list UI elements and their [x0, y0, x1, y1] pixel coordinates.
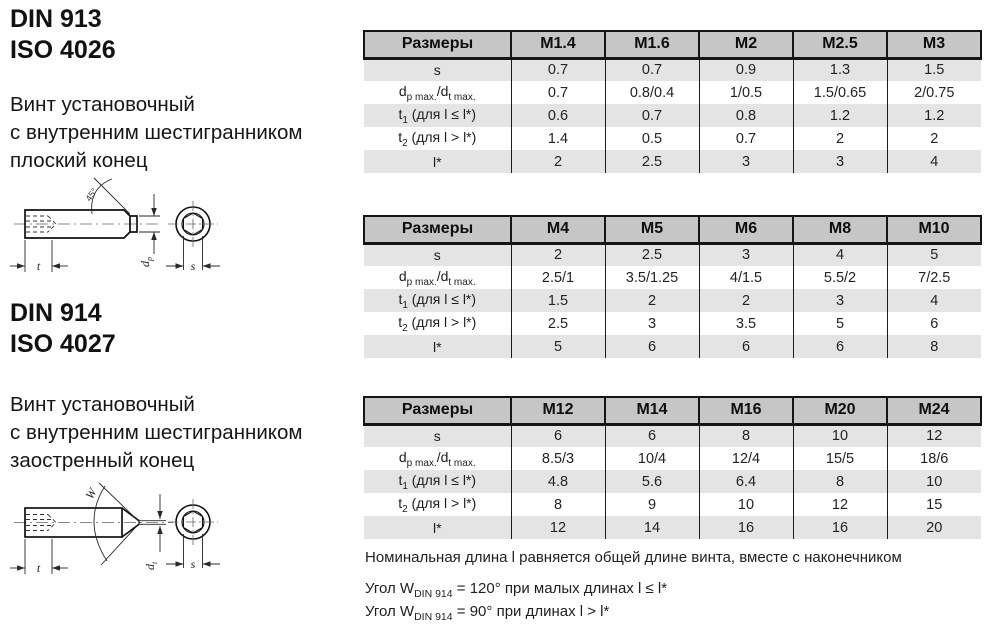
table-row [364, 104, 981, 127]
row-label: $d_{p max.}/d_{t max.}$ [364, 81, 511, 104]
value-cell: 2 [511, 243, 605, 266]
size-column-header: M20 [793, 397, 887, 424]
table-row [364, 266, 981, 289]
table-row [364, 335, 981, 358]
value-cell: 1.2 [887, 104, 981, 127]
table-row [364, 447, 981, 470]
row-label: $t_2$ (для l > l*) [364, 312, 511, 335]
row-label: l* [364, 150, 511, 173]
value-cell: 20 [887, 516, 981, 539]
tip-diameter-label: $d_p$ [138, 257, 154, 267]
description-line: Винт установочный [10, 93, 195, 116]
tip-diameter-label: $d_t$ [143, 561, 159, 570]
value-cell: 6 [605, 424, 699, 447]
value-cell: 9 [605, 493, 699, 516]
size-column-header: M24 [887, 397, 981, 424]
value-cell: 3 [793, 289, 887, 312]
table-header-row [364, 397, 981, 424]
value-cell: 0.8 [699, 104, 793, 127]
value-cell: 3 [605, 312, 699, 335]
dimension-arrows [17, 511, 211, 571]
size-column-header: M4 [511, 216, 605, 243]
description-din914 [10, 391, 303, 475]
value-cell: 0.6 [511, 104, 605, 127]
chamfer-angle-annotation [92, 178, 130, 214]
table-header-row [364, 31, 981, 58]
value-cell: 4 [887, 289, 981, 312]
value-cell: 8 [511, 493, 605, 516]
table-row [364, 424, 981, 447]
value-cell: 6 [887, 312, 981, 335]
value-cell: 10 [887, 470, 981, 493]
description-din913 [10, 91, 303, 175]
description-line: с внутренним шестигранником [10, 421, 303, 444]
value-cell: 2.5 [511, 312, 605, 335]
value-cell: 1.2 [793, 104, 887, 127]
value-cell: 2 [699, 289, 793, 312]
value-cell: 1.5/0.65 [793, 81, 887, 104]
size-column-header: M2 [699, 31, 793, 58]
value-cell: 3.5 [699, 312, 793, 335]
value-cell: 6 [793, 335, 887, 358]
value-cell: 12 [511, 516, 605, 539]
value-cell: 0.7 [605, 104, 699, 127]
table-header-row [364, 216, 981, 243]
value-cell: 3.5/1.25 [605, 266, 699, 289]
note-angle-120: Угол $W_{DIN 914} = 120^\circ$ при малых длинах l ≤ l* [365, 580, 668, 600]
value-cell: 5 [511, 335, 605, 358]
value-cell: 2.5 [605, 243, 699, 266]
right-column [363, 0, 980, 628]
row-label: s [364, 424, 511, 447]
description-line: заостренный конец [10, 449, 195, 472]
value-cell: 18/6 [887, 447, 981, 470]
value-cell: 12 [793, 493, 887, 516]
value-cell: 8.5/3 [511, 447, 605, 470]
value-cell: 2.5/1 [511, 266, 605, 289]
value-cell: 2 [793, 127, 887, 150]
table-row [364, 150, 981, 173]
value-cell: 1.5 [511, 289, 605, 312]
angle-label: W [82, 485, 100, 502]
size-column-header: M1.6 [605, 31, 699, 58]
note-angle-90: Угол $W_{DIN 914} = 90^\circ$ при длинах l > l* [365, 603, 610, 623]
table-row [364, 81, 981, 104]
size-column-header: M5 [605, 216, 699, 243]
size-column-header: M3 [887, 31, 981, 58]
standards-heading-din913 [10, 4, 116, 66]
flat-point-set-screw-drawing [8, 170, 238, 292]
table-row [364, 127, 981, 150]
value-cell: 5 [887, 243, 981, 266]
value-cell: 8 [699, 424, 793, 447]
cone-point-set-screw-drawing [8, 472, 238, 594]
value-cell: 2 [605, 289, 699, 312]
value-cell: 1/0.5 [699, 81, 793, 104]
value-cell: 10 [699, 493, 793, 516]
row-label: s [364, 58, 511, 81]
value-cell: 5.6 [605, 470, 699, 493]
value-cell: 15 [887, 493, 981, 516]
standard-din: DIN 913 [10, 5, 102, 33]
value-cell: 2 [511, 150, 605, 173]
standard-iso: ISO 4027 [10, 330, 116, 358]
size-column-header: M14 [605, 397, 699, 424]
size-column-header: M16 [699, 397, 793, 424]
value-cell: 8 [887, 335, 981, 358]
value-cell: 6 [699, 335, 793, 358]
value-cell: 6 [511, 424, 605, 447]
note-nominal-length: Номинальная длина l равняется общей длине винта, вместе с наконечником [365, 549, 902, 566]
dimensions-table-m12-m24 [363, 396, 982, 539]
size-column-header: M2.5 [793, 31, 887, 58]
value-cell: 3 [699, 243, 793, 266]
row-label: l* [364, 516, 511, 539]
description-line: плоский конец [10, 149, 148, 172]
size-column-header: M1.4 [511, 31, 605, 58]
size-column-header: M6 [699, 216, 793, 243]
value-cell: 0.7 [605, 58, 699, 81]
dimension-column-header: Размеры [364, 31, 511, 58]
value-cell: 10 [793, 424, 887, 447]
dimension-column-header: Размеры [364, 216, 511, 243]
table-row [364, 243, 981, 266]
size-column-header: M8 [793, 216, 887, 243]
size-column-header: M12 [511, 397, 605, 424]
table-row [364, 470, 981, 493]
value-cell: 3 [699, 150, 793, 173]
socket-depth-label: t [36, 259, 41, 273]
row-label: $t_2$ (для l > l*) [364, 127, 511, 150]
row-label: $t_2$ (для l > l*) [364, 493, 511, 516]
row-label: $d_{p max.}/d_{t max.}$ [364, 447, 511, 470]
value-cell: 0.8/0.4 [605, 81, 699, 104]
value-cell: 12 [887, 424, 981, 447]
value-cell: 6 [605, 335, 699, 358]
size-column-header: M10 [887, 216, 981, 243]
dimension-column-header: Размеры [364, 397, 511, 424]
socket-depth-label: t [36, 561, 41, 575]
row-label: $t_1$ (для l ≤ l*) [364, 470, 511, 493]
hex-width-label: s [190, 557, 196, 571]
value-cell: 0.7 [511, 58, 605, 81]
value-cell: 0.7 [699, 127, 793, 150]
value-cell: 12/4 [699, 447, 793, 470]
value-cell: 0.7 [511, 81, 605, 104]
value-cell: 6.4 [699, 470, 793, 493]
table-row [364, 289, 981, 312]
description-line: с внутренним шестигранником [10, 121, 303, 144]
row-label: $t_1$ (для l ≤ l*) [364, 289, 511, 312]
value-cell: 16 [793, 516, 887, 539]
row-label: l* [364, 335, 511, 358]
dimensions-table-m4-m10 [363, 215, 982, 358]
value-cell: 5 [793, 312, 887, 335]
value-cell: 2 [887, 127, 981, 150]
end-view [168, 201, 218, 247]
row-label: $d_{p max.}/d_{t max.}$ [364, 266, 511, 289]
value-cell: 10/4 [605, 447, 699, 470]
value-cell: 1.5 [887, 58, 981, 81]
value-cell: 8 [793, 470, 887, 493]
value-cell: 4 [793, 243, 887, 266]
value-cell: 0.9 [699, 58, 793, 81]
standard-din: DIN 914 [10, 299, 102, 327]
value-cell: 4 [887, 150, 981, 173]
standard-iso: ISO 4026 [10, 36, 116, 64]
value-cell: 2/0.75 [887, 81, 981, 104]
dimensions-table-m1_4-m3 [363, 30, 982, 173]
end-view [168, 499, 218, 545]
value-cell: 14 [605, 516, 699, 539]
value-cell: 5.5/2 [793, 266, 887, 289]
value-cell: 7/2.5 [887, 266, 981, 289]
description-line: Винт установочный [10, 393, 195, 416]
dimension-dt [139, 494, 166, 552]
value-cell: 4.8 [511, 470, 605, 493]
value-cell: 4/1.5 [699, 266, 793, 289]
table-row [364, 312, 981, 335]
angle-label: 45° [83, 186, 100, 204]
table-row [364, 516, 981, 539]
hex-width-label: s [190, 259, 196, 273]
value-cell: 2.5 [605, 150, 699, 173]
value-cell: 1.3 [793, 58, 887, 81]
left-column [10, 0, 360, 628]
row-label: s [364, 243, 511, 266]
standards-heading-din914 [10, 298, 116, 360]
value-cell: 3 [793, 150, 887, 173]
value-cell: 16 [699, 516, 793, 539]
table-row [364, 58, 981, 81]
row-label: $t_1$ (для l ≤ l*) [364, 104, 511, 127]
table-row [364, 493, 981, 516]
value-cell: 1.4 [511, 127, 605, 150]
value-cell: 0.5 [605, 127, 699, 150]
value-cell: 15/5 [793, 447, 887, 470]
cone-angle-annotation [94, 483, 140, 565]
